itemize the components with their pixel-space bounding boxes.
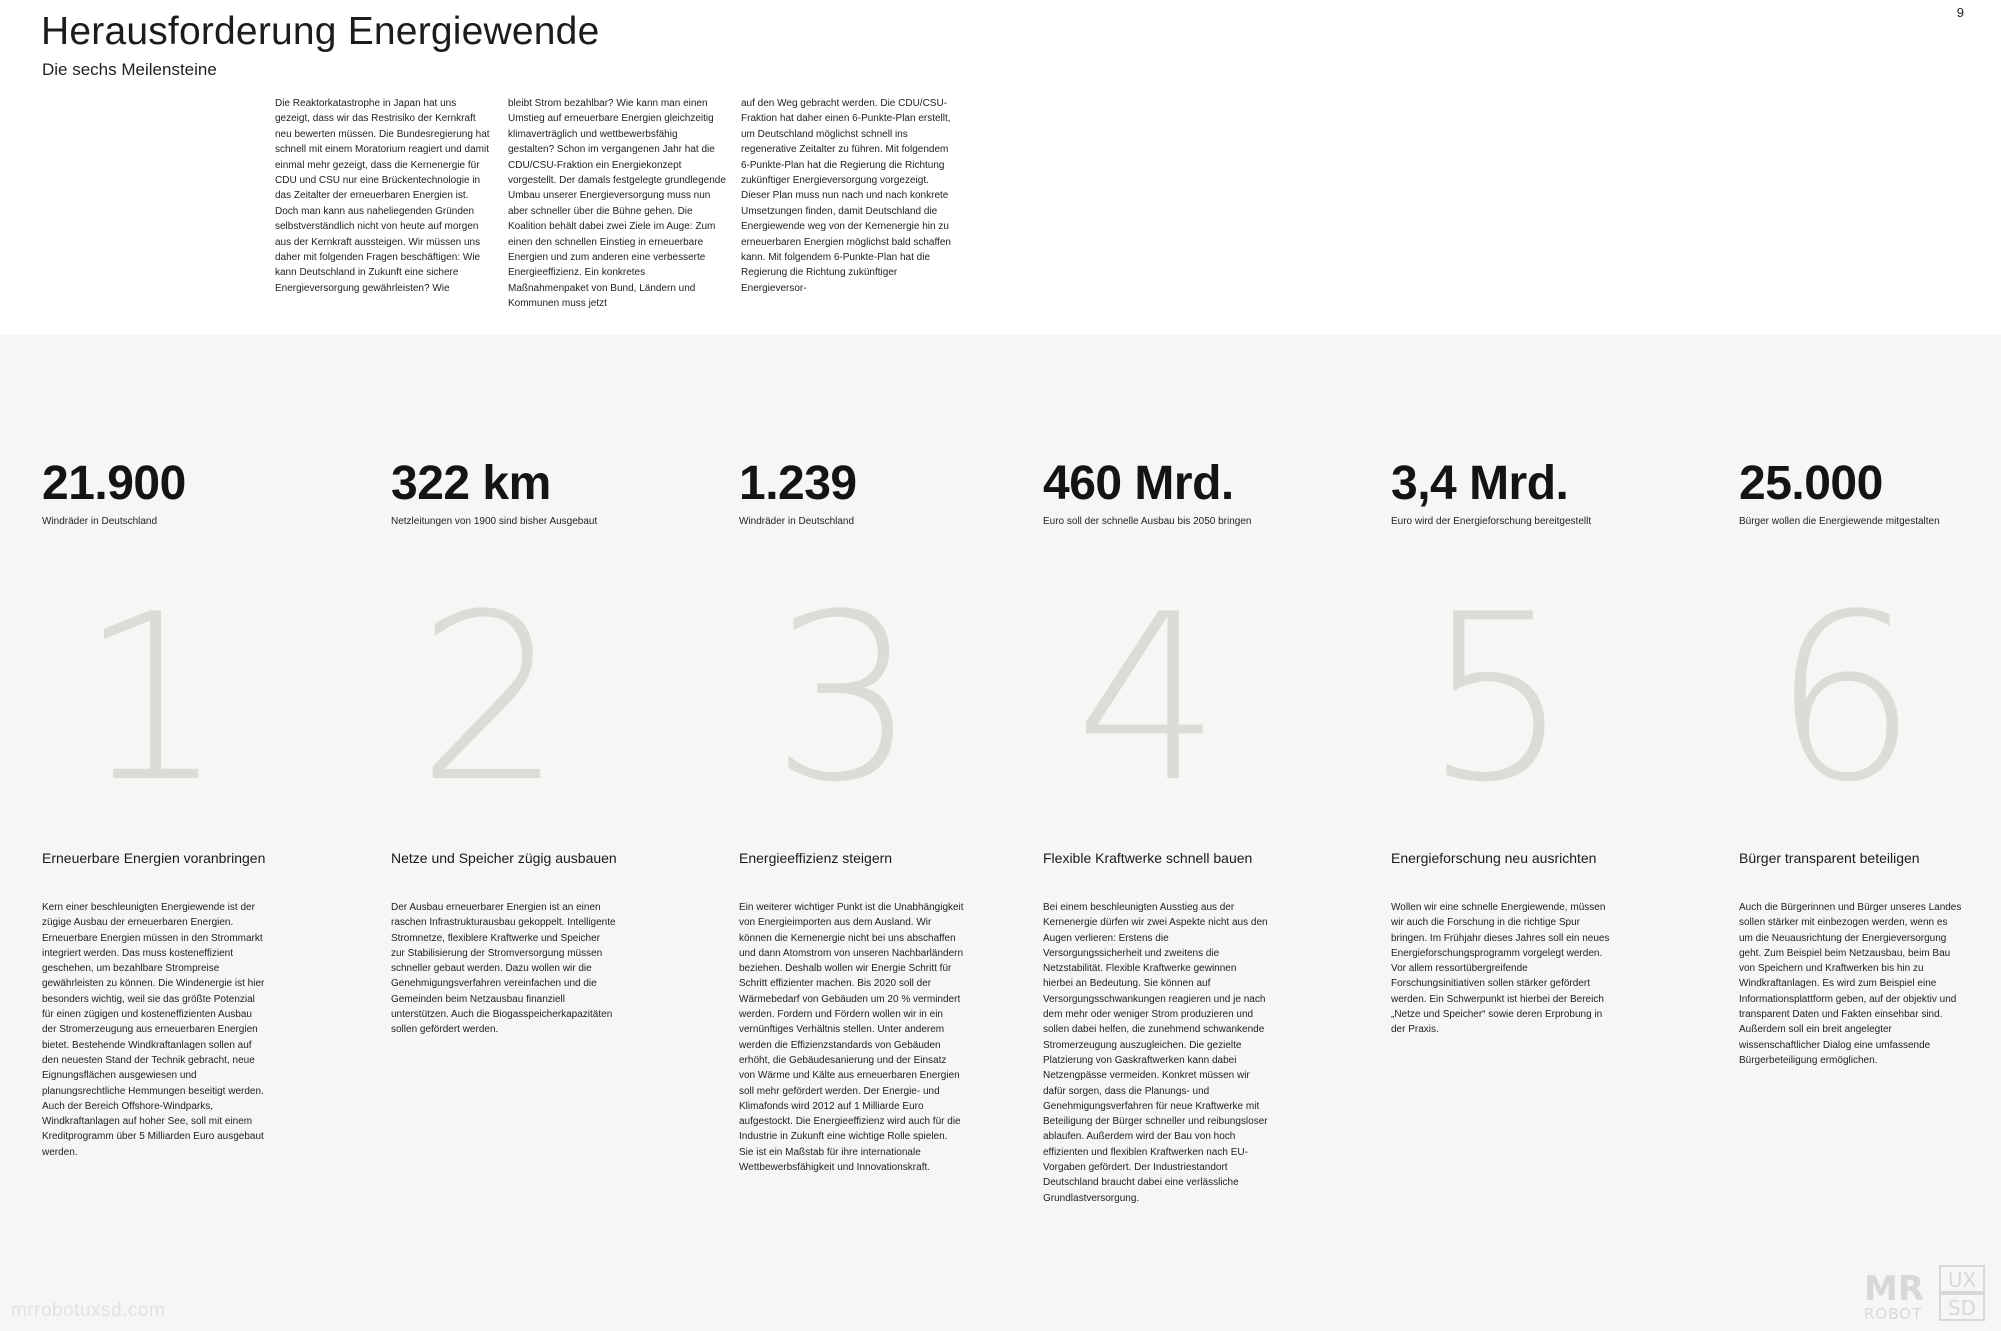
watermark-logo	[1862, 1264, 1990, 1324]
milestone-title: Erneuerbare Energien voranbringen	[42, 850, 266, 866]
stat-value: 21.900	[42, 457, 186, 510]
milestone-number-2: 2	[416, 566, 564, 833]
stat-value: 1.239	[739, 457, 857, 510]
milestone-title: Energieeffizienz steigern	[739, 850, 893, 866]
stat-value: 460 Mrd.	[1043, 457, 1234, 510]
logo-sd-text: SD	[1947, 1296, 1977, 1320]
milestone-number-3: 3	[770, 566, 918, 833]
milestone-title: Energieforschung neu ausrichten	[1391, 850, 1597, 866]
stat-value: 322 km	[391, 457, 551, 510]
milestone-5	[1391, 850, 1621, 1038]
intro-column-3: auf den Weg gebracht werden. Die CDU/CSU-Fraktion hat daher einen 6-Punkte-Plan erstellt, um Deutschland möglichst schnell ins regenerative Zeitalter zu führen. Mit folgendem 6-Punkte-Plan hat die Regierung die Richtung zukünftiger Energieversorgung vorgezeigt. Dieser Plan muss nun nach und nach konkrete Umsetzungen finden, damit Deutschland die Energiewende weg von der Kernenergie hin zu erneuerbaren Energien möglichst bald schaffen kann. Mit folgendem 6-Punkte-Plan hat die Regierung die Richtung zukünftiger Energieversor-	[741, 98, 951, 294]
milestone-2	[391, 850, 621, 1038]
milestone-body: Kern einer beschleunigten Energiewende ist der zügige Ausbau der erneuerbaren Energien. Erneuerbare Energien müssen in den Strommarkt integriert werden. Das muss kosteneffizient geschehen, um bezahlbare Strompreise gewährleisten zu können. Die Windenergie ist hier besonders wichtig, weil sie das größte Potenzial für einen zügigen und kosteneffizienten Ausbau der Stromerzeugung aus erneuerbaren Energien bietet. Bestehende Windkraftanlagen sollen auf den neuesten Stand der Technik gebracht, neue Eignungsflächen ausgewiesen und planungsrechtliche Hemmungen beseitigt werden. Auch der Bereich Offshore-Windparks, Windkraftanlagen auf hoher See, soll mit einem Kreditprogramm über 5 Milliarden Euro ausgebaut werden.	[42, 902, 265, 1158]
milestone-body: Auch die Bürgerinnen und Bürger unseres Landes sollen stärker mit einbezogen werden, wenn es um die Neuausrichtung der Energieversorgung geht. Zum Beispiel beim Netzausbau, beim Bau von Speichern und Kraftwerken bis hin zu Windkraftanlagen. Es wird zum Beispiel eine Informationsplattform geben, auf der objektiv und transparent Daten und Fakten einsehbar sind. Außerdem soll ein breit angelegter wissenschaftlicher Dialog eine umfassende Bürgerbeteiligung ermöglichen.	[1739, 902, 1962, 1066]
milestone-number-6: 6	[1771, 566, 1919, 833]
page-title: Herausforderung Energiewende	[41, 10, 600, 53]
milestones-section	[0, 335, 2001, 1331]
stat-label: Netzleitungen von 1900 sind bisher Ausgebaut	[391, 516, 598, 527]
milestone-title: Bürger transparent beteiligen	[1739, 850, 1920, 866]
milestone-number-5: 5	[1423, 566, 1571, 833]
stat-grid-lines	[391, 456, 597, 527]
stat-wind-turbines	[42, 456, 186, 527]
stat-label: Windräder in Deutschland	[739, 516, 855, 527]
logo-ux-text: UX	[1947, 1268, 1977, 1292]
milestone-3	[739, 850, 969, 1175]
milestone-body: Der Ausbau erneuerbarer Energien ist an einen raschen Infrastrukturausbau gekoppelt. Intelligente Stromnetze, flexiblere Kraftwerke und Speicher zur Stabilisierung der Stromversorgung müssen schneller gebaut werden. Dazu wollen wir die Genehmigungsverfahren vereinfachen und die Gemeinden beim Netzausbau finanziell unterstützen. Auch die Biogasspeicherkapazitäten sollen gefördert werden.	[391, 902, 616, 1036]
stat-expansion-cost	[1043, 456, 1251, 527]
milestone-1	[42, 850, 272, 1160]
milestone-title: Netze und Speicher zügig ausbauen	[391, 850, 617, 866]
milestone-6	[1739, 850, 1969, 1068]
milestone-body: Wollen wir eine schnelle Energiewende, müssen wir auch die Forschung in die richtige Spur bringen. Im Frühjahr dieses Jahres soll ein neues Energieforschungsprogramm vorgelegt werden. Vor allem ressortübergreifende Forschungsinitiativen sollen stärker gefördert werden. Ein Schwerpunkt ist hierbei der Bereich „Netze und Speicher“ sowie deren Erprobung in der Praxis.	[1391, 902, 1610, 1036]
watermark-url: mrrobotuxsd.com	[11, 1300, 166, 1321]
stat-research-funding	[1391, 456, 1591, 527]
stat-wind-turbines-2	[739, 456, 857, 527]
stat-label: Euro soll der schnelle Ausbau bis 2050 bringen	[1043, 516, 1252, 527]
milestone-body: Bei einem beschleunigten Ausstieg aus der Kernenergie dürfen wir zwei Aspekte nicht aus den Augen verlieren: Erstens die Versorgungssicherheit und zweitens die Netzstabilität. Flexible Kraftwerke gewinnen hierbei an Bedeutung. Sie können auf Versorgungsschwankungen reagieren und je nach dem mehr oder weniger Strom produzieren und sollen dabei helfen, die zunehmend schwankende Stromerzeugung auszugleichen. Die gezielte Platzierung von Gaskraftwerken kann dabei Netzengpässe vermeiden. Konkret müssen wir dafür sorgen, dass die Planungs- und Genehmigungsverfahren für neue Kraftwerke mit Beteiligung der Bürger schneller und reibungsloser ablaufen. Außerdem wird der Bau von hoch effizienten und flexiblen Kraftwerken nach EU-Vorgaben gefördert. Der Industriestandort Deutschland braucht dabei eine verlässliche Grundlastversorgung.	[1043, 902, 1268, 1204]
page-number: 9	[1956, 5, 1964, 20]
intro-column-1: Die Reaktorkatastrophe in Japan hat uns gezeigt, dass wir das Restrisiko der Kernkraft neu bewerten müssen. Die Bundesregierung hat schnell mit einem Moratorium reagiert und damit einmal mehr gezeigt, dass die Kernenergie für CDU und CSU nur eine Brückentechnologie in das Zeitalter der erneuerbaren Energien ist. Doch man kann aus naheliegenden Gründen selbstverständlich nicht von heute auf morgen aus der Kernkraft aussteigen. Wir müssen uns daher mit folgenden Fragen beschäftigen: Wie kann Deutschland in Zukunft eine sichere Energieversorgung gewährleisten? Wie	[275, 98, 490, 294]
stat-citizens	[1739, 456, 1940, 527]
milestone-number-4: 4	[1074, 566, 1222, 833]
stat-label: Bürger wollen die Energiewende mitgestalten	[1739, 516, 1940, 527]
milestone-number-1: 1	[78, 566, 226, 833]
page-subtitle: Die sechs Meilensteine	[42, 60, 217, 79]
stat-value: 3,4 Mrd.	[1391, 457, 1569, 510]
stat-value: 25.000	[1739, 457, 1883, 510]
milestone-title: Flexible Kraftwerke schnell bauen	[1043, 850, 1253, 866]
milestone-body: Ein weiterer wichtiger Punkt ist die Unabhängigkeit von Energieimporten aus dem Ausland. Wir können die Kernenergie nicht bei uns abschaffen und dann Atomstrom von unseren Nachbarländern beziehen. Deshalb wollen wir Energie Schritt für Schritt effizienter machen. Bis 2020 soll der Wärmebedarf von Gebäuden um 20 % vermindert werden. Fordern und Fördern wollen wir in ein vernünftiges Verhältnis stellen. Unter anderem werden die Effizienzstandards von Gebäuden erhöht, die Gebäudesanierung und der Einsatz von Wärme und Kälte aus erneuerbaren Energien soll mehr gefördert werden. Der Energie- und Klimafonds wird 2012 auf 1 Milliarde Euro aufgestockt. Die Energieeffizienz wird auch für die Industrie in Zukunft eine wichtige Rolle spielen. Sie ist ein Maßstab für ihre internationale Wettbewerbsfähigkeit und Innovationskraft.	[739, 902, 964, 1174]
logo-sub-text: ROBOT	[1864, 1305, 1923, 1323]
stat-label: Windräder in Deutschland	[42, 516, 158, 527]
stat-label: Euro wird der Energieforschung bereitgestellt	[1391, 516, 1592, 527]
intro-column-2: bleibt Strom bezahlbar? Wie kann man einen Umstieg auf erneuerbare Energien gleichzeitig klimaverträglich und wettbewerbsfähig gestalten? Schon im vergangenen Jahr hat die CDU/CSU-Fraktion ein Energiekonzept vorgestellt. Der damals festgelegte grundlegende Umbau unserer Energieversorgung muss nun aber schneller über die Bühne gehen. Die Koalition behält dabei zwei Ziele im Auge: Zum einen den schnellen Einstieg in erneuerbare Energien und zum anderen eine verbesserte Energieeffizienz. Ein konkretes Maßnahmenpaket von Bund, Ländern und Kommunen muss jetzt	[508, 98, 726, 310]
milestone-4	[1043, 850, 1273, 1206]
logo-main-text: MR	[1864, 1269, 1925, 1309]
